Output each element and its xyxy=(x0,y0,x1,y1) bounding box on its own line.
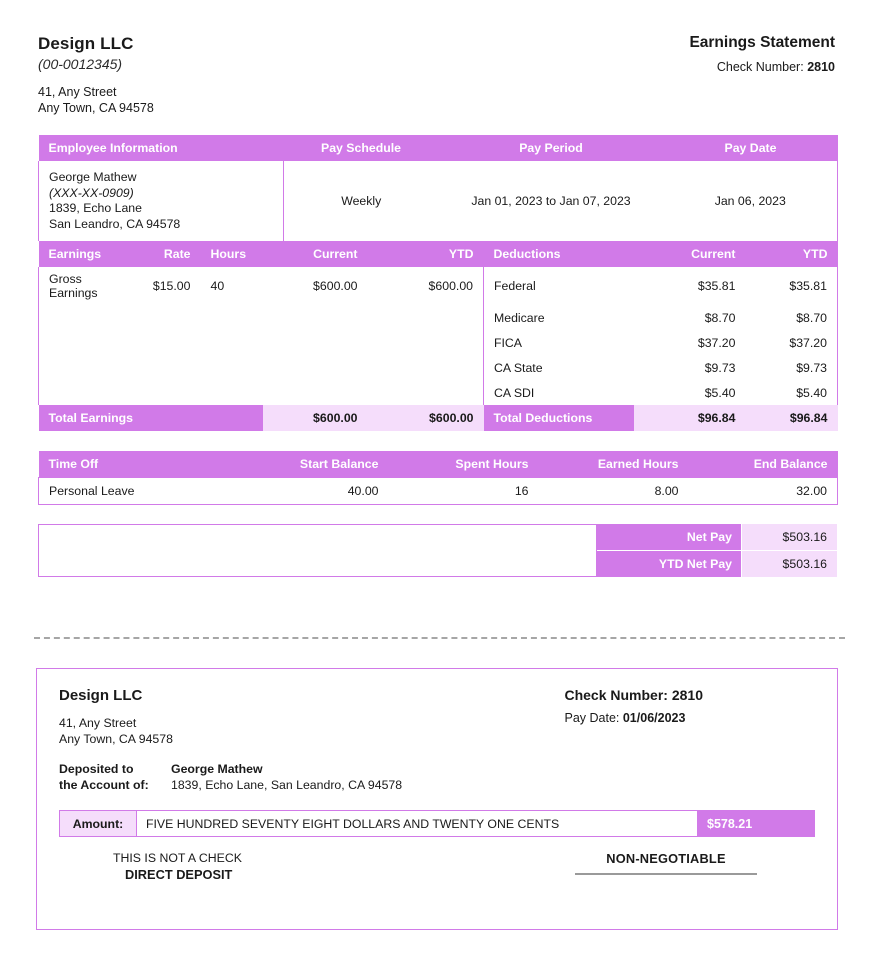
deduction-current-1: $8.70 xyxy=(704,310,736,325)
employee-details-cell xyxy=(39,161,284,241)
total-earnings-current: $600.00 xyxy=(263,405,368,431)
col-rate: Rate xyxy=(139,241,201,267)
col-pay-date: Pay Date xyxy=(664,135,838,161)
deduction-name-2: FICA xyxy=(484,330,634,355)
col-earned-hours: Earned Hours xyxy=(539,451,689,478)
time-off-start-balance-0: 40.00 xyxy=(347,484,379,498)
earnings-hours-0: 40 xyxy=(210,279,225,293)
amount-in-words: FIVE HUNDRED SEVENTY EIGHT DOLLARS AND TWENTY ONE CENTS xyxy=(137,810,697,837)
stub-company-block xyxy=(59,687,173,747)
ytd-net-pay-row xyxy=(597,551,837,577)
deduction-ytd-4: $5.40 xyxy=(746,380,838,405)
col-deductions-ytd: YTD xyxy=(746,241,838,267)
employee-information-section xyxy=(38,135,837,241)
col-deductions: Deductions xyxy=(484,241,634,267)
company-block xyxy=(38,34,154,116)
stub-check-number: Check Number: 2810 xyxy=(564,687,703,703)
employee-information-table xyxy=(38,135,838,241)
stub-company-address-line2: Any Town, CA 94578 xyxy=(59,732,173,746)
deduction-name-1: Medicare xyxy=(484,305,634,330)
check-number-label: Check Number: xyxy=(716,60,804,74)
pay-schedule-value: Weekly xyxy=(341,194,382,208)
ytd-net-pay-value: $503.16 xyxy=(741,551,837,577)
pay-date-value: Jan 06, 2023 xyxy=(664,161,838,241)
company-ein: (00-0012345) xyxy=(38,56,123,72)
total-deductions-label: Total Deductions xyxy=(484,405,634,431)
deduction-name-3: CA State xyxy=(484,355,634,380)
earnings-deductions-header-row xyxy=(39,241,838,267)
deposit-to-row xyxy=(37,747,837,793)
document-header xyxy=(0,0,875,116)
time-off-table xyxy=(38,451,838,505)
statement-block xyxy=(689,34,835,74)
col-spent-hours: Spent Hours xyxy=(389,451,539,478)
tear-off-divider xyxy=(34,637,845,639)
deposit-to-label xyxy=(59,761,163,793)
col-earnings-ytd: YTD xyxy=(368,241,484,267)
col-time-off: Time Off xyxy=(39,451,239,478)
net-pay-blank-area xyxy=(38,524,597,577)
deduction-current-4: $5.40 xyxy=(704,385,736,400)
total-earnings-ytd: $600.00 xyxy=(368,405,484,431)
pay-period-value: Jan 01, 2023 to Jan 07, 2023 xyxy=(471,194,631,208)
table-row xyxy=(39,330,838,355)
company-address xyxy=(38,84,154,116)
deduction-name-4: CA SDI xyxy=(484,380,634,405)
company-address-line1: 41, Any Street xyxy=(38,85,117,99)
employee-table-row xyxy=(39,161,838,241)
deduction-current-2: $37.20 xyxy=(697,335,736,350)
col-deductions-current: Current xyxy=(634,241,746,267)
employee-address-line2: San Leandro, CA 94578 xyxy=(49,216,181,231)
deposit-to-value xyxy=(171,761,402,793)
table-row xyxy=(39,380,838,405)
deposit-account-name: George Mathew xyxy=(171,762,263,776)
col-end-balance: End Balance xyxy=(689,451,838,478)
total-earnings-label: Total Earnings xyxy=(39,405,263,431)
total-deductions-ytd: $96.84 xyxy=(746,405,838,431)
employee-address-line1: 1839, Echo Lane xyxy=(49,201,142,215)
table-row xyxy=(39,478,838,505)
amount-row xyxy=(59,810,815,837)
deposit-to-label-line1: Deposited to xyxy=(59,762,134,776)
earnings-ytd-0: $600.00 xyxy=(428,279,473,293)
time-off-earned-hours-0: 8.00 xyxy=(654,484,679,498)
stub-pay-date-value: 01/06/2023 xyxy=(622,711,686,725)
earnings-name-0: Gross Earnings xyxy=(39,267,139,305)
total-deductions-current: $96.84 xyxy=(634,405,746,431)
company-name: Design LLC xyxy=(38,34,134,53)
net-pay-value: $503.16 xyxy=(741,524,837,550)
net-pay-section xyxy=(38,524,837,577)
check-stub xyxy=(36,668,838,930)
stub-company-name: Design LLC xyxy=(59,687,143,704)
net-pay-row xyxy=(597,524,837,550)
amount-label: Amount: xyxy=(59,810,137,837)
time-off-header-row xyxy=(39,451,838,478)
net-pay-values xyxy=(597,524,837,577)
amount-numeric: $578.21 xyxy=(697,810,815,837)
signature-line xyxy=(575,873,757,875)
statement-title: Earnings Statement xyxy=(689,34,835,51)
time-off-name-0: Personal Leave xyxy=(39,478,239,505)
check-stub-footer xyxy=(37,837,837,882)
deposit-to-label-line2: the Account of: xyxy=(59,778,149,792)
deduction-name-0: Federal xyxy=(484,267,634,305)
earnings-current-0: $600.00 xyxy=(313,279,358,293)
non-negotiable-block xyxy=(575,851,757,882)
earnings-deductions-section xyxy=(38,241,837,431)
time-off-spent-hours-0: 16 xyxy=(514,484,529,498)
time-off-section xyxy=(38,451,837,505)
not-a-check-block xyxy=(113,851,242,882)
deduction-current-0: $35.81 xyxy=(697,279,736,293)
employee-table-header-row xyxy=(39,135,838,161)
col-start-balance: Start Balance xyxy=(239,451,389,478)
ytd-net-pay-label: YTD Net Pay xyxy=(597,551,741,577)
col-hours: Hours xyxy=(201,241,263,267)
col-pay-period: Pay Period xyxy=(439,135,664,161)
deduction-current-3: $9.73 xyxy=(704,360,736,375)
col-pay-schedule: Pay Schedule xyxy=(284,135,439,161)
table-row xyxy=(39,355,838,380)
stub-check-block xyxy=(564,687,703,747)
deduction-ytd-2: $37.20 xyxy=(746,330,838,355)
deduction-ytd-0: $35.81 xyxy=(746,267,838,305)
col-earnings-current: Current xyxy=(263,241,368,267)
table-row xyxy=(39,305,838,330)
deduction-ytd-3: $9.73 xyxy=(746,355,838,380)
col-earnings: Earnings xyxy=(39,241,139,267)
company-address-line2: Any Town, CA 94578 xyxy=(38,101,154,115)
deposit-account-address: 1839, Echo Lane, San Leandro, CA 94578 xyxy=(171,778,403,792)
not-a-check-text: THIS IS NOT A CHECK xyxy=(113,851,242,865)
net-pay-label: Net Pay xyxy=(597,524,741,550)
earnings-deductions-table xyxy=(38,241,838,431)
employee-ssn: (XXX-XX-0909) xyxy=(49,185,134,200)
check-stub-header xyxy=(37,669,837,747)
totals-row xyxy=(39,405,838,431)
direct-deposit-text: DIRECT DEPOSIT xyxy=(125,867,233,882)
table-row xyxy=(39,267,838,305)
stub-pay-date-line xyxy=(564,711,703,725)
check-number-line xyxy=(689,60,835,74)
stub-company-address-line1: 41, Any Street xyxy=(59,716,137,730)
stub-company-address xyxy=(59,715,173,747)
earnings-rate-0: $15.00 xyxy=(152,279,191,293)
time-off-end-balance-0: 32.00 xyxy=(689,478,838,505)
deduction-ytd-1: $8.70 xyxy=(746,305,838,330)
non-negotiable-text: NON-NEGOTIABLE xyxy=(606,851,726,866)
check-number-value: 2810 xyxy=(807,60,835,74)
employee-name: George Mathew xyxy=(49,170,137,184)
stub-pay-date-label: Pay Date: xyxy=(564,711,620,725)
col-employee-information: Employee Information xyxy=(39,135,284,161)
